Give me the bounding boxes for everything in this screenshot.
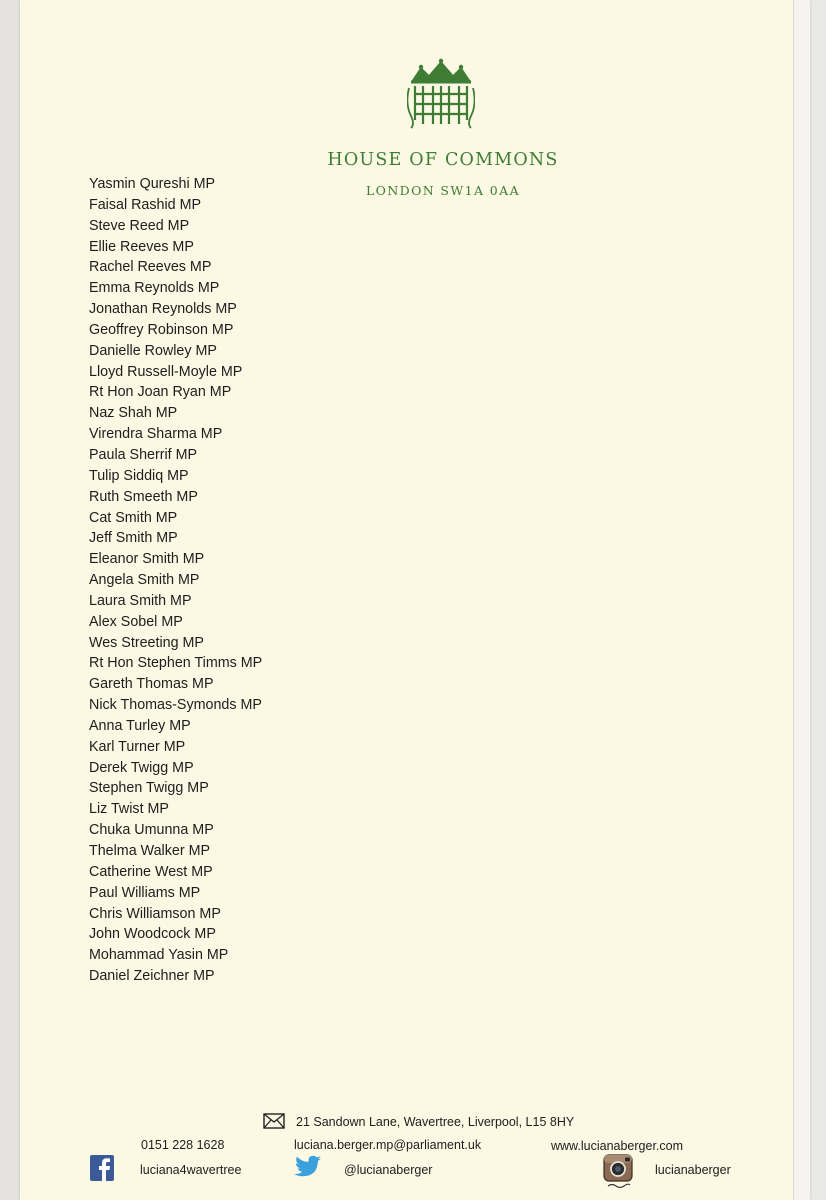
footer-instagram-handle[interactable]: lucianaberger bbox=[655, 1163, 731, 1177]
signatory-name: Naz Shah MP bbox=[89, 405, 178, 422]
signatory-name: Lloyd Russell-Moyle MP bbox=[89, 363, 243, 380]
signatory-name: Stephen Twigg MP bbox=[89, 780, 209, 797]
signatory-name: Rt Hon Stephen Timms MP bbox=[89, 655, 263, 672]
signatory-name: Yasmin Qureshi MP bbox=[89, 176, 216, 192]
signatory-name: Liz Twist MP bbox=[89, 801, 169, 818]
signatory-name: Chris Williamson MP bbox=[89, 905, 221, 922]
signatory-list bbox=[89, 174, 262, 987]
signatory-name: Rachel Reeves MP bbox=[89, 259, 212, 276]
signatory-name: Derek Twigg MP bbox=[89, 759, 194, 776]
envelope-icon bbox=[263, 1113, 285, 1129]
footer-facebook-handle[interactable]: luciana4wavertree bbox=[140, 1163, 242, 1177]
signatory-name: Mohammad Yasin MP bbox=[89, 947, 229, 964]
signatory-name: Rt Hon Joan Ryan MP bbox=[89, 384, 232, 401]
signatory-name: Paula Sherrif MP bbox=[89, 446, 198, 463]
signatory-name: Karl Turner MP bbox=[89, 738, 186, 755]
signatory-name: Geoffrey Robinson MP bbox=[89, 321, 234, 338]
signatory-name: Chuka Umunna MP bbox=[89, 822, 214, 839]
instagram-icon[interactable] bbox=[603, 1154, 633, 1190]
signatory-name: Jeff Smith MP bbox=[89, 530, 178, 547]
signatory-name: John Woodcock MP bbox=[89, 926, 216, 943]
signatory-name: Wes Streeting MP bbox=[89, 634, 204, 651]
signatory-name: Thelma Walker MP bbox=[89, 843, 211, 859]
signatory-name: Danielle Rowley MP bbox=[89, 342, 217, 359]
signatory-name: Tulip Siddiq MP bbox=[89, 467, 189, 484]
signatory-name: Nick Thomas-Symonds MP bbox=[89, 697, 262, 714]
page-edge-right bbox=[793, 0, 810, 1200]
institution-name: HOUSE OF COMMONS bbox=[327, 150, 559, 170]
signatory-name: Faisal Rashid MP bbox=[89, 196, 202, 213]
footer-postal-address: 21 Sandown Lane, Wavertree, Liverpool, L15 8HY bbox=[296, 1115, 575, 1129]
footer-website[interactable]: www.lucianaberger.com bbox=[551, 1139, 684, 1153]
twitter-bird-icon[interactable] bbox=[292, 1155, 322, 1179]
signatory-name: Cat Smith MP bbox=[89, 509, 178, 526]
scan-edge-left bbox=[0, 0, 20, 1200]
signatory-name: Daniel Zeichner MP bbox=[89, 968, 215, 985]
signatory-name: Catherine West MP bbox=[89, 863, 213, 880]
facebook-icon[interactable] bbox=[90, 1155, 114, 1181]
footer-phone: 0151 228 1628 bbox=[141, 1138, 225, 1152]
footer-twitter-handle[interactable]: @lucianaberger bbox=[344, 1163, 433, 1177]
signatory-name: Virendra Sharma MP bbox=[89, 426, 223, 443]
signatory-name: Anna Turley MP bbox=[89, 717, 191, 734]
signatory-name: Emma Reynolds MP bbox=[89, 280, 220, 297]
signatory-name: Laura Smith MP bbox=[89, 592, 192, 609]
signatory-name: Steve Reed MP bbox=[89, 217, 190, 234]
signatory-name: Ruth Smeeth MP bbox=[89, 488, 198, 505]
signatory-name: Gareth Thomas MP bbox=[89, 676, 214, 693]
signatory-name: Eleanor Smith MP bbox=[89, 551, 205, 568]
institution-address: LONDON SW1A 0AA bbox=[365, 183, 521, 198]
signatory-name: Paul Williams MP bbox=[89, 884, 201, 901]
signatory-name: Angela Smith MP bbox=[89, 572, 200, 589]
signatory-name: Ellie Reeves MP bbox=[89, 238, 194, 255]
footer-email[interactable]: luciana.berger.mp@parliament.uk bbox=[294, 1138, 482, 1152]
signatory-name: Alex Sobel MP bbox=[89, 613, 183, 630]
portcullis-icon bbox=[407, 58, 475, 130]
signatory-name: Jonathan Reynolds MP bbox=[89, 301, 237, 318]
